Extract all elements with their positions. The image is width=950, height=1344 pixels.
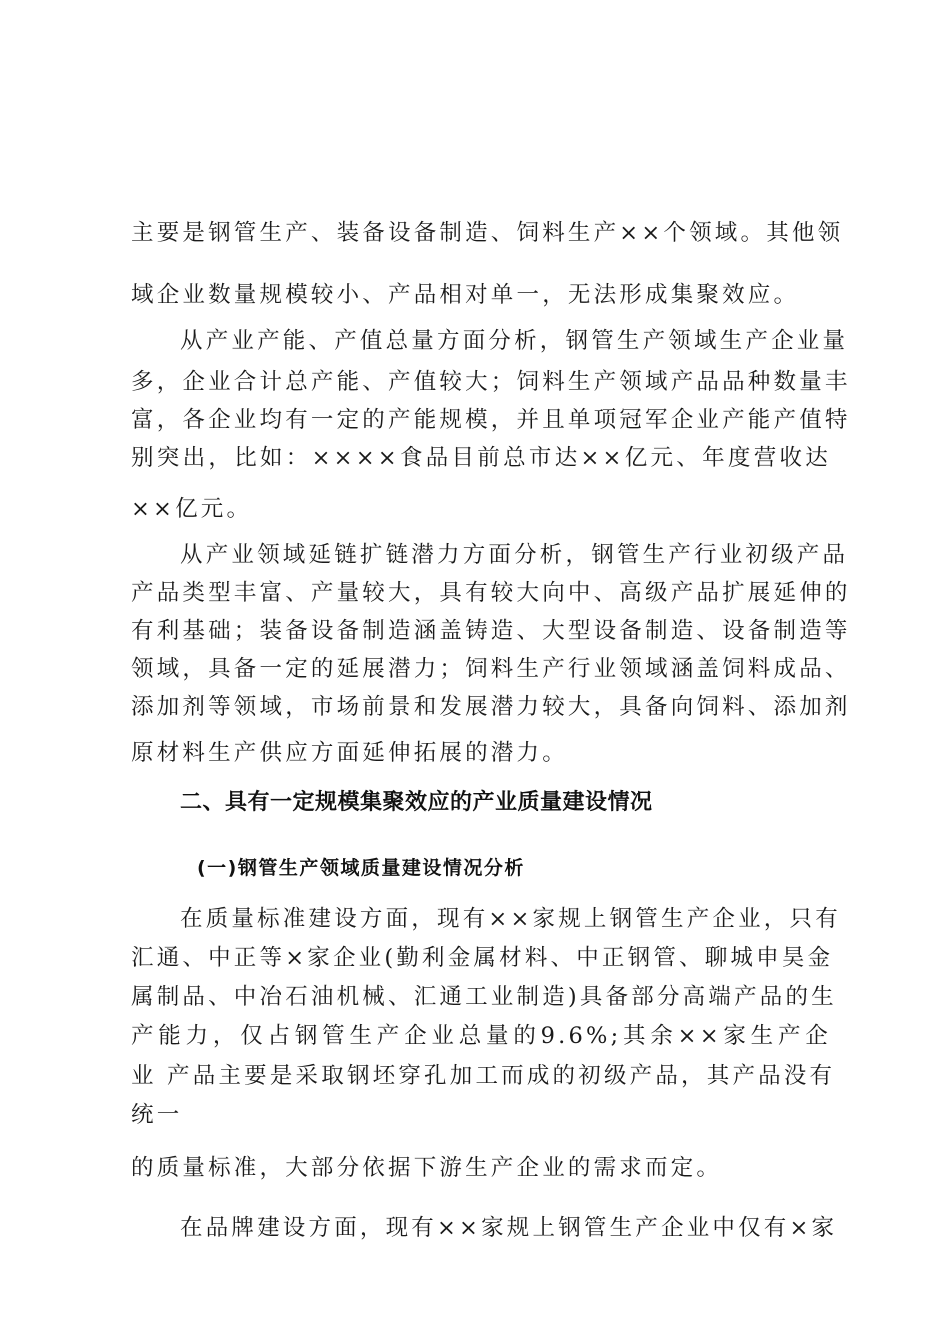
- paragraph-line: 别突出，比如：××××食品目前总市达××亿元、年度营收达: [131, 445, 831, 471]
- paragraph-line: 主要是钢管生产、装备设备制造、饲料生产××个领域。其他领: [131, 220, 844, 246]
- paragraph-line: 领域，具备一定的延展潜力；饲料生产行业领域涵盖饲料成品、: [131, 656, 851, 682]
- paragraph-line: 产能力，仅占钢管生产企业总量的9.6%;其余××家生产企: [131, 1023, 831, 1049]
- paragraph-line: 域企业数量规模较小、产品相对单一，无法形成集聚效应。: [131, 282, 800, 308]
- paragraph-line: 从产业领域延链扩链潜力方面分析，钢管生产行业初级产品: [180, 542, 849, 568]
- paragraph-line: 汇通、中正等×家企业(勤利金属材料、中正钢管、聊城申昊金: [131, 945, 834, 971]
- paragraph-line: 富，各企业均有一定的产能规模，并且单项冠军企业产能产值特: [131, 407, 851, 433]
- paragraph-line: 业 产品主要是采取钢坯穿孔加工而成的初级产品，其产品没有: [131, 1063, 836, 1089]
- paragraph-line: 的质量标准，大部分依据下游生产企业的需求而定。: [131, 1155, 723, 1181]
- section-heading: 二、具有一定规模集聚效应的产业质量建设情况: [180, 790, 653, 815]
- paragraph-line: 在质量标准建设方面，现有××家规上钢管生产企业，只有: [180, 906, 841, 932]
- subsection-heading: (一)钢管生产领域质量建设情况分析: [197, 857, 525, 879]
- paragraph-line: 从产业产能、产值总量方面分析，钢管生产领域生产企业量: [180, 328, 849, 354]
- paragraph-line: 产品类型丰富、产量较大，具有较大向中、高级产品扩展延伸的: [131, 580, 851, 606]
- paragraph-line: 原材料生产供应方面延伸拓展的潜力。: [131, 740, 568, 766]
- paragraph-line: 有利基础；装备设备制造涵盖铸造、大型设备制造、设备制造等: [131, 618, 851, 644]
- paragraph-line: 在品牌建设方面，现有××家规上钢管生产企业中仅有×家: [180, 1215, 838, 1241]
- paragraph-line: 添加剂等领域，市场前景和发展潜力较大，具备向饲料、添加剂: [131, 694, 851, 720]
- paragraph-line: 多，企业合计总产能、产值较大；饲料生产领域产品品种数量丰: [131, 369, 851, 395]
- paragraph-line: 属制品、中冶石油机械、汇通工业制造)具备部分高端产品的生: [131, 984, 837, 1010]
- paragraph-line: ××亿元。: [131, 496, 253, 522]
- paragraph-line: 统一: [131, 1102, 183, 1128]
